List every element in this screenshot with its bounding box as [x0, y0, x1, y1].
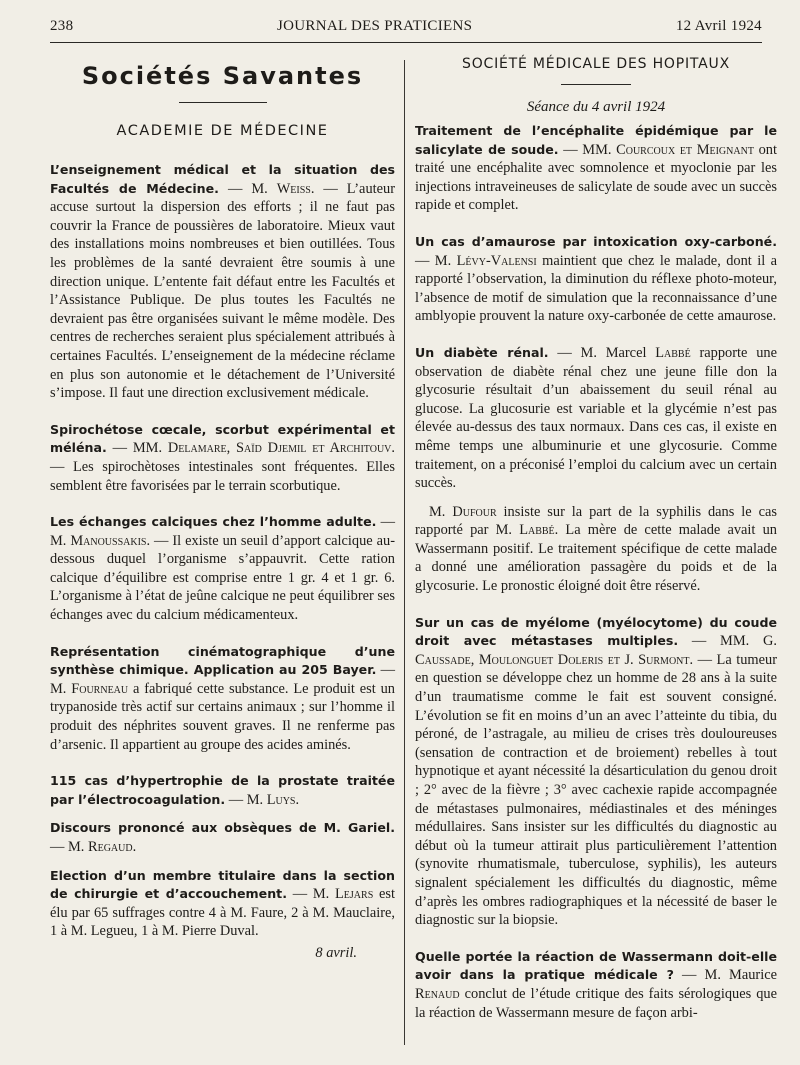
article-author: Fourneau: [71, 680, 129, 697]
separator: — M. Maurice: [673, 967, 777, 984]
article-author: Luys: [266, 791, 296, 808]
separator: — M.: [50, 662, 395, 697]
article-title: Election d’un membre titulaire dans la section de chirurgie et d’accouchement.: [50, 867, 395, 902]
article: [415, 233, 777, 326]
society-title: SOCIÉTÉ MÉDICALE DES HOPITAUX: [462, 56, 730, 72]
article-body: rapporte une observation de diabète rénal chez une jeune fille don la glycosurie résultait d’un abaissement du seuil rénal au glucose. La glucosurie est variable et la glycémie n’est pas élevée au-dessus des taux normaux. Dans ces cas, il existe en même temps une albuminurie et une glycosurie. Comme traitement, on a préconisé l’emploi du calcium avec un certain succès.: [415, 344, 777, 492]
article: [50, 867, 395, 941]
article-author: Labbé: [655, 344, 691, 361]
article-body: conclut de l’étude critique des faits sérologiques que la réaction de Wassermann mesure de façon arbi-: [415, 985, 777, 1021]
article: [50, 819, 395, 856]
followup-lead: M.: [429, 503, 453, 520]
article-title: Spirochétose cœcale, scorbut expérimental et méléna.: [50, 421, 395, 456]
academy-title: ACADEMIE DE MÉDECINE: [116, 123, 329, 139]
article-body: L’auteur accuse surtout la dispersion des efforts ; il ne faut pas couvrir la France de poussières de laboratoire. Mieux vaut des installations moins nombreuses et bien outillées. Tous les problèmes de la santé devraient être soumis à une direction unique. L’entente fait défaut entre les Facultés et l’Assistance Publique. De plus toutes les Facultés ne devraient pas être organisées suivant le même modèle. Des centres de recherches seraient plus spécialement attribués à certaines Facultés. L’enseignement de la médecine réclame en plus son autonomie et le détachement de l’Université s’impose. Il faut une direction exclusivement médicale.: [50, 180, 396, 402]
article-author: Regaud: [87, 839, 133, 855]
column-rule: [404, 60, 405, 1045]
journal-title: JOURNAL DES PRATICIENS: [277, 18, 473, 34]
article: [50, 513, 395, 625]
separator: — M.: [286, 886, 336, 903]
article-title: Représentation cinématographique d’une synthèse chimique. Application au 205 Bayer.: [50, 643, 395, 678]
separator: — MM.: [678, 633, 763, 650]
article: [415, 122, 777, 215]
closing-date: 8 avril.: [315, 944, 357, 961]
article: [50, 643, 395, 755]
article-title: 115 cas d’hypertrophie de la prostate traitée par l’électrocoagulation.: [50, 773, 395, 807]
article-title: Discours prononcé aux obsèques de M. Gariel.: [50, 820, 395, 836]
left-column: [50, 56, 395, 962]
separator: . —: [689, 651, 717, 668]
article-body: a fabriqué cette substance. Le produit est un trypanoside très actif sur certains animaux ; sur l’homme il produit des néphrites souvent graves. Il ne renferme pas d’arsenic. Il appartient au groupe des acides aminés.: [50, 680, 395, 753]
seance-date: Séance du 4 avril 1924: [526, 99, 666, 115]
article-author: Labbé: [519, 522, 555, 539]
separator: — MM.: [106, 440, 168, 457]
article-author: Renaud: [415, 985, 460, 1002]
article-author: Weiss: [276, 180, 311, 197]
society-rule: [561, 84, 631, 85]
article-author: Delamare, Saïd Djemil et Architouv: [167, 440, 392, 457]
separator: — M. Marcel: [548, 344, 656, 361]
separator: .: [295, 791, 300, 808]
article-body: Les spirochètoses intestinales sont fréquentes. Elles semblent être favorisées par le terrain scorbutique.: [50, 458, 395, 494]
section-rule: [179, 102, 267, 103]
article-title: Un diabète rénal.: [415, 344, 549, 360]
article-body: Il existe un seuil d’apport calcique au-dessous duquel l’organisme s’appauvrit. Cette ration calcique d’équilibre est comprise entre 1 gr. 4 et 1 gr. 6. L’organisme à l’état de jeûne calcique ne peut équilibrer ses échanges avec du calcium médicamenteux.: [50, 532, 395, 624]
article-body: est élu par 65 suffrages contre 4 à M. Faure, 2 à M. Mauclaire, 1 à M. Legueu, 1 à M. Pierre Duval.: [50, 886, 396, 940]
separator: — M.: [415, 252, 457, 269]
separator: — M.: [50, 839, 88, 855]
article-body: maintient que chez le malade, dont il a rapporté l’observation, la diminution du réflexe photo-moteur, l’absence de motif de simulation que la reconnaissance d’une amblyopie prouvent la nature oxy-carbonée de cette amaurose.: [415, 252, 777, 325]
article-author: Lejars: [335, 886, 374, 903]
separator: — M.: [218, 180, 277, 197]
article-body: ont traité une encéphalite avec somnolence et myoclonie par les injections intraveineuses de salicylate de soude avec un succès rapide et complet.: [415, 141, 777, 214]
separator: — M.: [225, 791, 267, 808]
separator: . —: [310, 180, 347, 197]
article-body: . La mère de cette malade avait un Wassermann positif. Le traitement spécifique de cette malade a donné une amélioration passagère du poids et de la glycosurie. Le pronostic éloigné doit être réservé.: [415, 522, 777, 595]
running-head: [50, 18, 762, 35]
article: [50, 161, 395, 403]
article-body: La tumeur en question se développe chez un homme de 28 ans à la suite d’un traumatisme comme le fait est souvent consigné. L’évolution se fit en moins d’un an avec l’atteinte du tibia, du péroné, de l’astragale, au milieu de crises très douloureuses (sensation de contraction et de broiement) rebelles à tout hypnotique et ayant nécessité la désarticulation du genou droit ; 2° avec de la fièvre ; 3° avec cachexie rapide accompagnée de métastases pulmonaires, médiastinales et des méninges médullaires. Sans insister sur les difficultés du diagnostic au début où la tumeur attirait plus particulièrement l’attention (synovite rhumatismale, tuberculose, syphilis), les auteurs signalent spécialement les difficultés du diagnostic, même d’après les ombres radiographiques et la nécessité de baser le diagnostic sur la biopsie.: [415, 651, 777, 929]
article: [415, 344, 777, 493]
separator: . —: [146, 532, 173, 549]
article-title: Quelle portée la réaction de Wassermann doit-elle avoir dans la pratique médicale ?: [415, 948, 777, 983]
article-title: Traitement de l’encéphalite épidémique par le salicylate de soude.: [415, 123, 777, 157]
separator: — M.: [50, 514, 395, 549]
article-author: Courcoux et Meignant: [616, 141, 754, 158]
article-author: Dufour: [452, 503, 497, 520]
header-rule: [50, 42, 762, 43]
article: [50, 421, 395, 495]
page-number: 238: [50, 18, 74, 34]
section-title: Sociétés Savantes: [81, 62, 364, 90]
article-author: G. Caussade, Moulonguet Doleris et J. Surmont: [415, 633, 777, 668]
article-title: Les échanges calciques chez l’homme adulte.: [50, 514, 377, 530]
separator: . —: [50, 440, 395, 475]
article-title: Sur un cas de myélome (myélocytome) du coude droit avec métastases multiples.: [415, 614, 777, 649]
article-title: Un cas d’amaurose par intoxication oxy-carboné.: [415, 233, 777, 249]
right-column: [415, 56, 777, 1022]
article: [415, 948, 777, 1022]
article-followup: [415, 503, 777, 596]
article: [50, 772, 395, 809]
article-author: Lévy-Valensi: [456, 252, 537, 269]
article: [415, 614, 777, 930]
issue-date: 12 Avril 1924: [675, 18, 762, 34]
article-author: Manoussakis: [70, 532, 147, 549]
separator: .: [132, 839, 137, 855]
separator: — MM.: [558, 141, 617, 158]
article-body: insiste sur la part de la syphilis dans le cas rapporté par M.: [415, 503, 777, 539]
article-title: L’enseignement médical et la situation des Facultés de Médecine.: [50, 162, 395, 196]
